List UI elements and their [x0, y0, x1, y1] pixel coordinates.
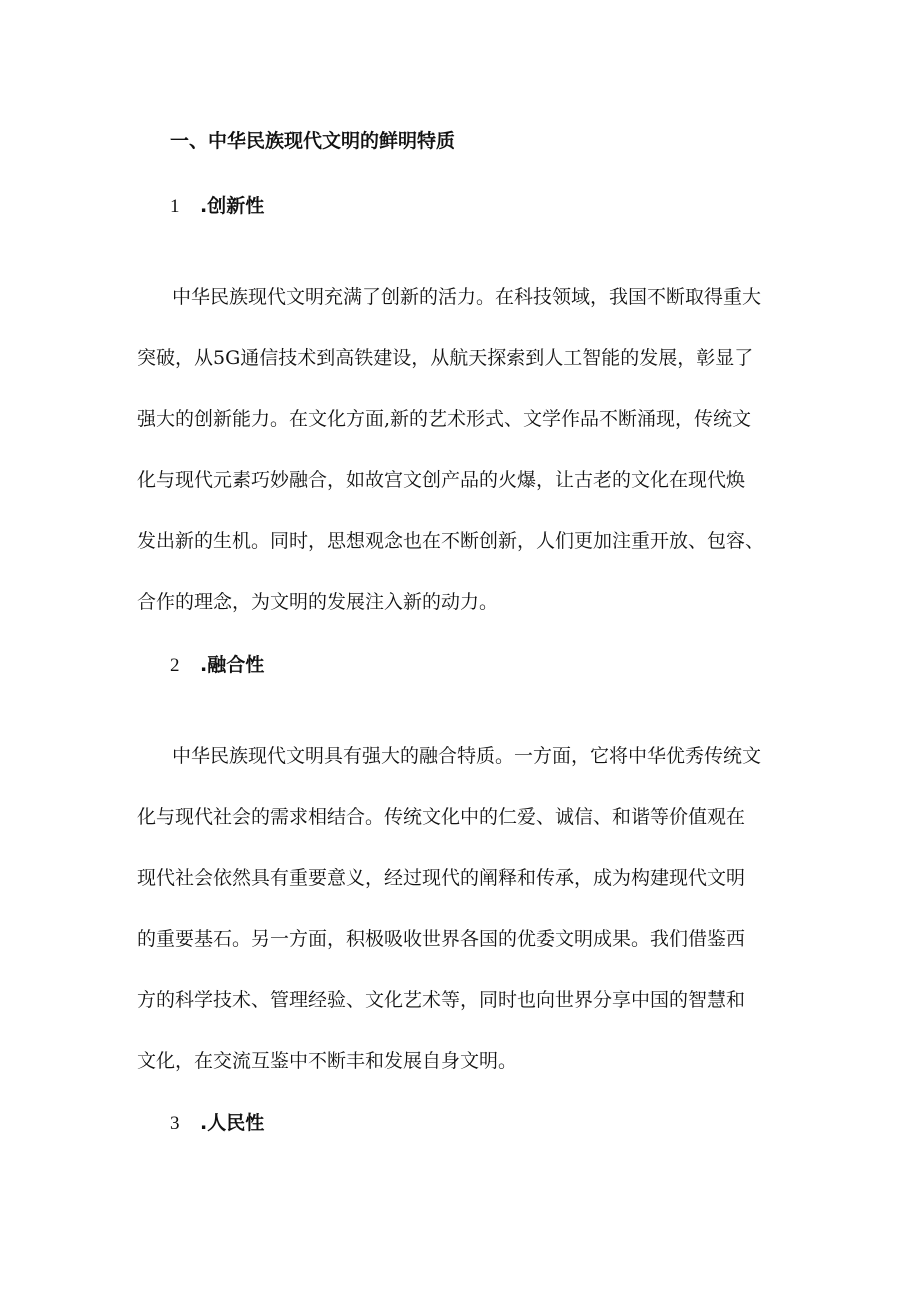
section-1-number: 1 [170, 196, 180, 217]
paragraph-2-line-3: 现代社会依然具有重要意义，经过现代的阐释和传承，成为构建现代文明 [137, 867, 746, 889]
paragraph-2-line-4: 的重要基石。另一方面，积极吸收世界各国的优委文明成果。我们借鉴西 [137, 928, 746, 950]
paragraph-2-line-1: 中华民族现代文明具有强大的融合特质。一方面，它将中华优秀传统文 [172, 745, 762, 767]
section-2-heading [170, 653, 264, 678]
main-heading: 一、中华民族现代文明的鲜明特质 [170, 130, 456, 152]
section-1-heading [170, 194, 264, 219]
paragraph-1-line-5: 发出新的生机。同时，思想观念也在不断创新，人们更加注重开放、包容、 [137, 530, 765, 552]
paragraph-1-line-1: 中华民族现代文明充满了创新的活力。在科技领域，我国不断取得重大 [172, 286, 762, 308]
paragraph-1-line-3: 强大的创新能力。在文化方面,新的艺术形式、文学作品不断涌现，传统文 [137, 408, 752, 430]
paragraph-2-line-5: 方的科学技术、管理经验、文化艺术等，同时也向世界分享中国的智慧和 [137, 989, 746, 1011]
paragraph-2-line-2: 化与现代社会的需求相结合。传统文化中的仁爱、诚信、和谐等价值观在 [137, 806, 746, 828]
paragraph-1-line-2: 突破，从5G通信技术到高铁建设，从航天探索到人工智能的发展，彰显了 [137, 347, 754, 369]
paragraph-1-line-6: 合作的理念，为文明的发展注入新的动力。 [137, 591, 499, 613]
paragraph-2-line-6: 文化，在交流互鉴中不断丰和发展自身文明。 [137, 1050, 518, 1072]
section-2-title: .融合性 [200, 654, 265, 676]
paragraph-1-line-4: 化与现代元素巧妙融合，如故宫文创产品的火爆，让古老的文化在现代焕 [137, 469, 746, 491]
section-2-number: 2 [170, 655, 180, 676]
section-3-number: 3 [170, 1113, 180, 1134]
section-1-title: .创新性 [200, 195, 265, 217]
section-3-heading [170, 1111, 264, 1136]
section-3-title: .人民性 [200, 1112, 265, 1134]
